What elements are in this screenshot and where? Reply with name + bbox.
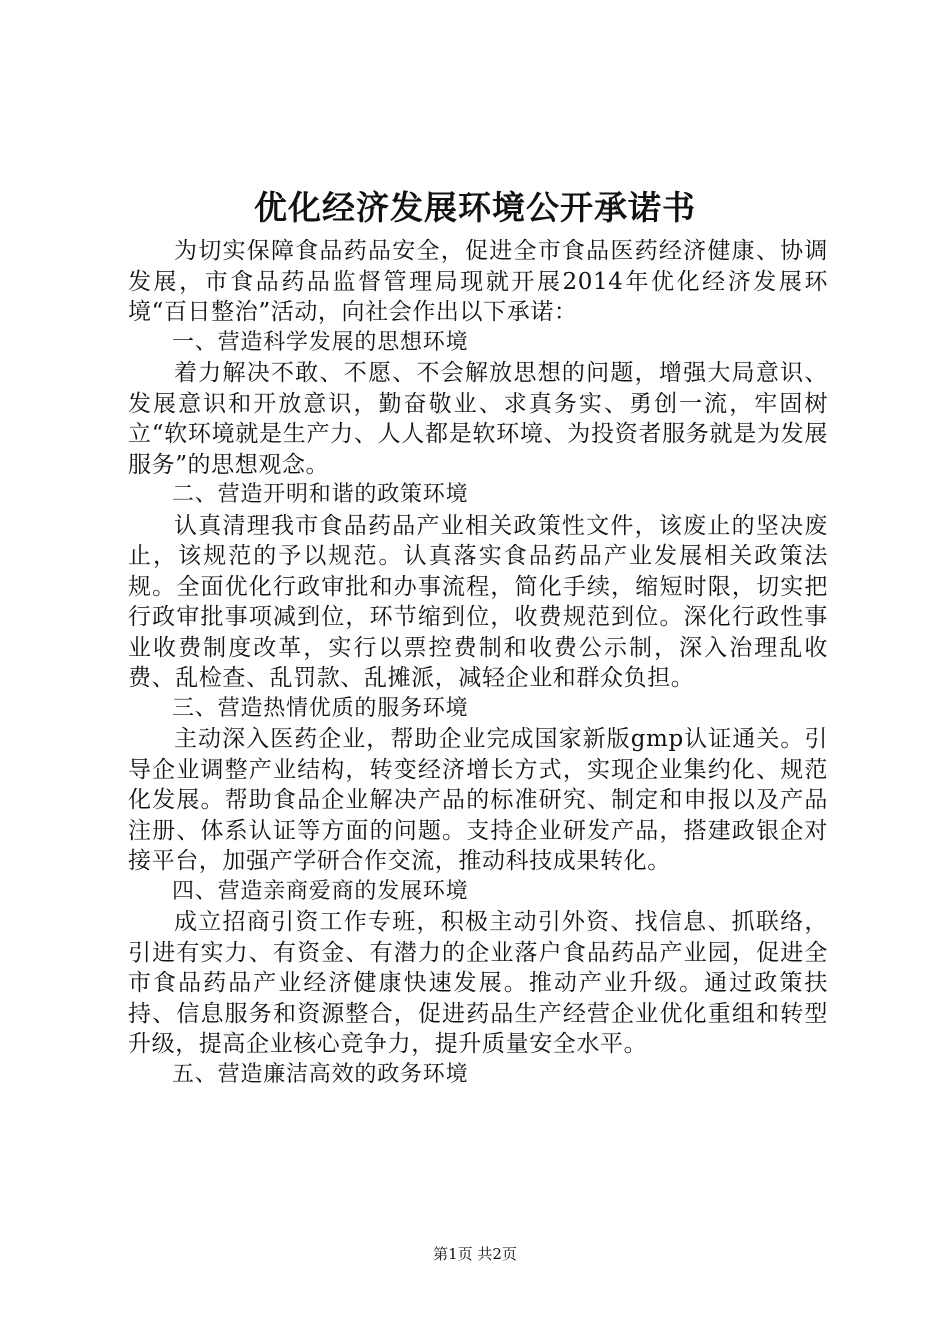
section-heading-3: 三、营造热情优质的服务环境	[172, 695, 469, 721]
intro-paragraph: 为切实保障食品药品安全，促进全市食品医药经济健康、协调发展，市食品药品监督管理局现就开展2014年优化经济发展环境“百日整治”活动，向社会作出以下承诺：	[128, 238, 828, 325]
section-body-4: 成立招商引资工作专班，积极主动引外资、找信息、抓联络，引进有实力、有资金、有潜力的企业落户食品药品产业园，促进全市食品药品产业经济健康快速发展。推动产业升级。通过政策扶持、信息服务和资源整合，促进药品生产经营企业优化重组和转型升级，提高企业核心竞争力，提升质量安全水平。	[128, 909, 828, 1057]
section-heading-5: 五、营造廉洁高效的政务环境	[172, 1061, 469, 1087]
section-body-3: 主动深入医药企业，帮助企业完成国家新版gmp认证通关。引导企业调整产业结构，转变经济增长方式，实现企业集约化、规范化发展。帮助食品企业解决产品的标准研究、制定和申报以及产品注册、体系认证等方面的问题。支持企业研发产品，搭建政银企对接平台，加强产学研合作交流，推动科技成果转化。	[128, 726, 828, 874]
section-heading-4: 四、营造亲商爱商的发展环境	[172, 878, 469, 904]
section-body-1: 着力解决不敢、不愿、不会解放思想的问题，增强大局意识、发展意识和开放意识，勤奋敬业、求真务实、勇创一流，牢固树立“软环境就是生产力、人人都是软环境、为投资者服务就是为发展服务”的思想观念。	[128, 360, 828, 478]
document-title: 优化经济发展环境公开承诺书	[254, 188, 696, 227]
page-footer: 第1页 共2页	[433, 1245, 517, 1263]
section-heading-1: 一、营造科学发展的思想环境	[172, 329, 469, 355]
document-body	[128, 236, 828, 1090]
section-heading-2: 二、营造开明和谐的政策环境	[172, 482, 469, 507]
section-body-2: 认真清理我市食品药品产业相关政策性文件，该废止的坚决废止，该规范的予以规范。认真落实食品药品产业发展相关政策法规。全面优化行政审批和办事流程，简化手续，缩短时限，切实把行政审批事项减到位，环节缩到位，收费规范到位。深化行政性事业收费制度改革，实行以票控费制和收费公示制，深入治理乱收费、乱检查、乱罚款、乱摊派，减轻企业和群众负担。	[128, 512, 828, 691]
